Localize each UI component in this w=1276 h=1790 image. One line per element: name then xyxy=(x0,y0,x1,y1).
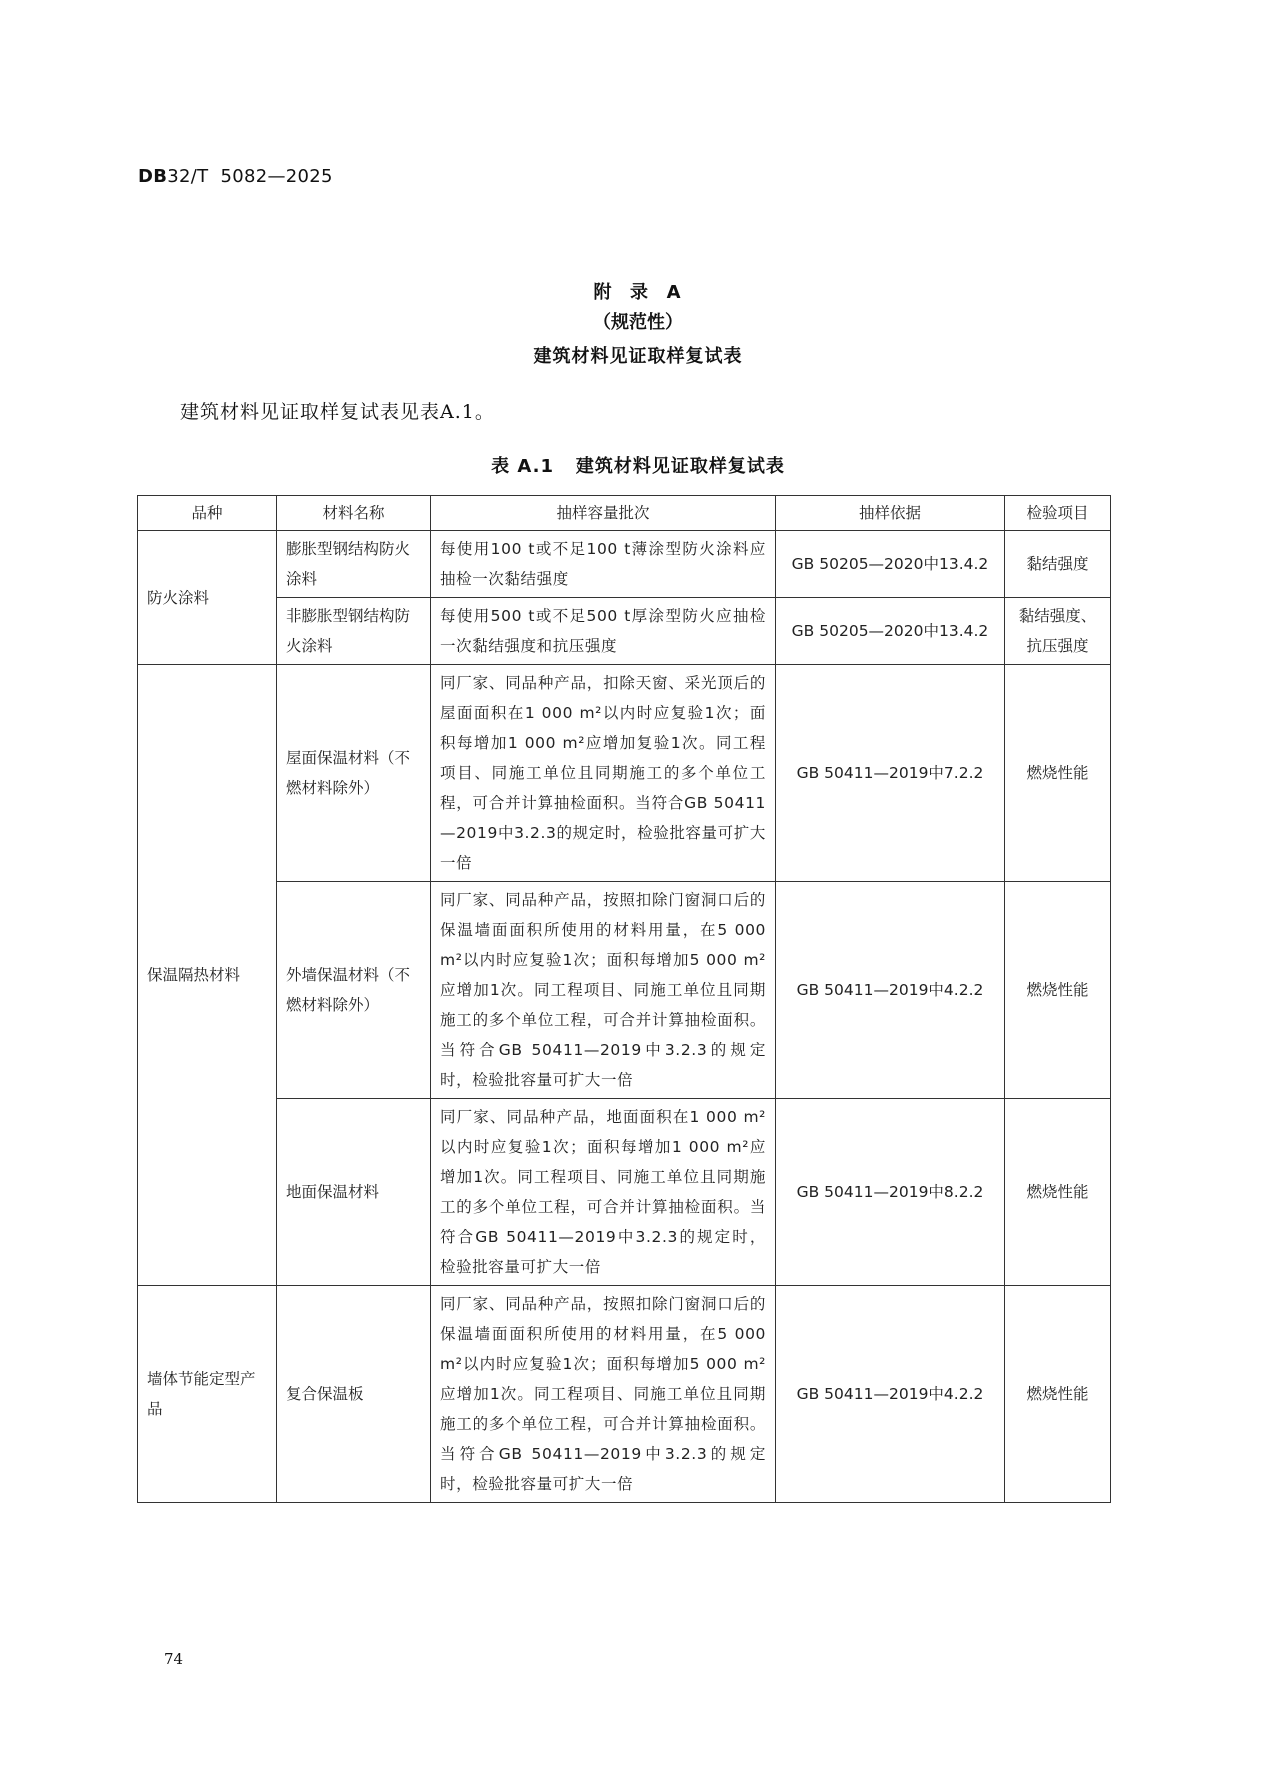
header-category: 品种 xyxy=(138,496,277,531)
test-item-cell: 燃烧性能 xyxy=(1005,1286,1111,1503)
header-sampling-batch: 抽样容量批次 xyxy=(431,496,776,531)
page-number: 74 xyxy=(164,1650,184,1668)
test-item-cell: 黏结强度 xyxy=(1005,531,1111,598)
sampling-basis-cell: GB 50205—2020中13.4.2 xyxy=(776,531,1005,598)
test-item-cell: 燃烧性能 xyxy=(1005,1099,1111,1286)
document-code-prefix: DB xyxy=(138,166,168,187)
appendix-name: 建筑材料见证取样复试表 xyxy=(533,346,743,367)
appendix-subtitle: （规范性） xyxy=(593,312,683,333)
document-code xyxy=(138,166,333,187)
header-sampling-basis: 抽样依据 xyxy=(776,496,1005,531)
test-item-cell: 燃烧性能 xyxy=(1005,665,1111,882)
category-cell: 保温隔热材料 xyxy=(138,665,277,1286)
category-cell: 墙体节能定型产品 xyxy=(138,1286,277,1503)
header-test-item: 检验项目 xyxy=(1005,496,1111,531)
table-row xyxy=(138,665,1111,882)
sampling-basis-cell: GB 50205—2020中13.4.2 xyxy=(776,598,1005,665)
sampling-basis-cell: GB 50411—2019中4.2.2 xyxy=(776,882,1005,1099)
material-name-cell: 地面保温材料 xyxy=(277,1099,431,1286)
intro-paragraph: 建筑材料见证取样复试表见表A.1。 xyxy=(180,401,495,423)
appendix-title: 附 录 A xyxy=(593,282,683,303)
material-name-cell: 膨胀型钢结构防火涂料 xyxy=(277,531,431,598)
material-name-cell: 复合保温板 xyxy=(277,1286,431,1503)
sampling-batch-cell: 同厂家、同品种产品，按照扣除门窗洞口后的保温墙面面积所使用的材料用量，在5 000 m²以内时应复验1次；面积每增加5 000 m²应增加1次。同工程项目、同施工单位且同期施工的多个单位工程，可合并计算抽检面积。当符合GB 50411—2019中3.2.3的规定时，检验批容量可扩大一倍 xyxy=(431,1286,776,1503)
sampling-batch-cell: 每使用100 t或不足100 t薄涂型防火涂料应抽检一次黏结强度 xyxy=(431,531,776,598)
table-row xyxy=(138,1286,1111,1503)
table-header-row xyxy=(138,496,1111,531)
test-item-cell: 燃烧性能 xyxy=(1005,882,1111,1099)
sampling-batch-cell: 同厂家、同品种产品，按照扣除门窗洞口后的保温墙面面积所使用的材料用量，在5 000 m²以内时应复验1次；面积每增加5 000 m²应增加1次。同工程项目、同施工单位且同期施工的多个单位工程，可合并计算抽检面积。当符合GB 50411—2019中3.2.3的规定时，检验批容量可扩大一倍 xyxy=(431,882,776,1099)
table-row xyxy=(138,531,1111,598)
table-row xyxy=(138,598,1111,665)
header-material-name: 材料名称 xyxy=(277,496,431,531)
table-row xyxy=(138,1099,1111,1286)
test-item-cell: 黏结强度、抗压强度 xyxy=(1005,598,1111,665)
material-name-cell: 非膨胀型钢结构防火涂料 xyxy=(277,598,431,665)
table-caption: 表 A.1 建筑材料见证取样复试表 xyxy=(491,456,785,477)
category-cell: 防火涂料 xyxy=(138,531,277,665)
sampling-batch-cell: 同厂家、同品种产品，扣除天窗、采光顶后的屋面面积在1 000 m²以内时应复验1次；面积每增加1 000 m²应增加复验1次。同工程项目、同施工单位且同期施工的多个单位工程，可合并计算抽检面积。当符合GB 50411—2019中3.2.3的规定时，检验批容量可扩大一倍 xyxy=(431,665,776,882)
material-name-cell: 屋面保温材料（不燃材料除外） xyxy=(277,665,431,882)
sampling-batch-cell: 每使用500 t或不足500 t厚涂型防火应抽检一次黏结强度和抗压强度 xyxy=(431,598,776,665)
sampling-batch-cell: 同厂家、同品种产品，地面面积在1 000 m²以内时应复验1次；面积每增加1 000 m²应增加1次。同工程项目、同施工单位且同期施工的多个单位工程，可合并计算抽检面积。当符合GB 50411—2019中3.2.3的规定时，检验批容量可扩大一倍 xyxy=(431,1099,776,1286)
table-row xyxy=(138,882,1111,1099)
material-name-cell: 外墙保温材料（不燃材料除外） xyxy=(277,882,431,1099)
sampling-basis-cell: GB 50411—2019中7.2.2 xyxy=(776,665,1005,882)
material-sampling-table xyxy=(137,495,1111,1503)
document-code-number: 32/T 5082—2025 xyxy=(167,166,333,187)
sampling-basis-cell: GB 50411—2019中8.2.2 xyxy=(776,1099,1005,1286)
sampling-basis-cell: GB 50411—2019中4.2.2 xyxy=(776,1286,1005,1503)
